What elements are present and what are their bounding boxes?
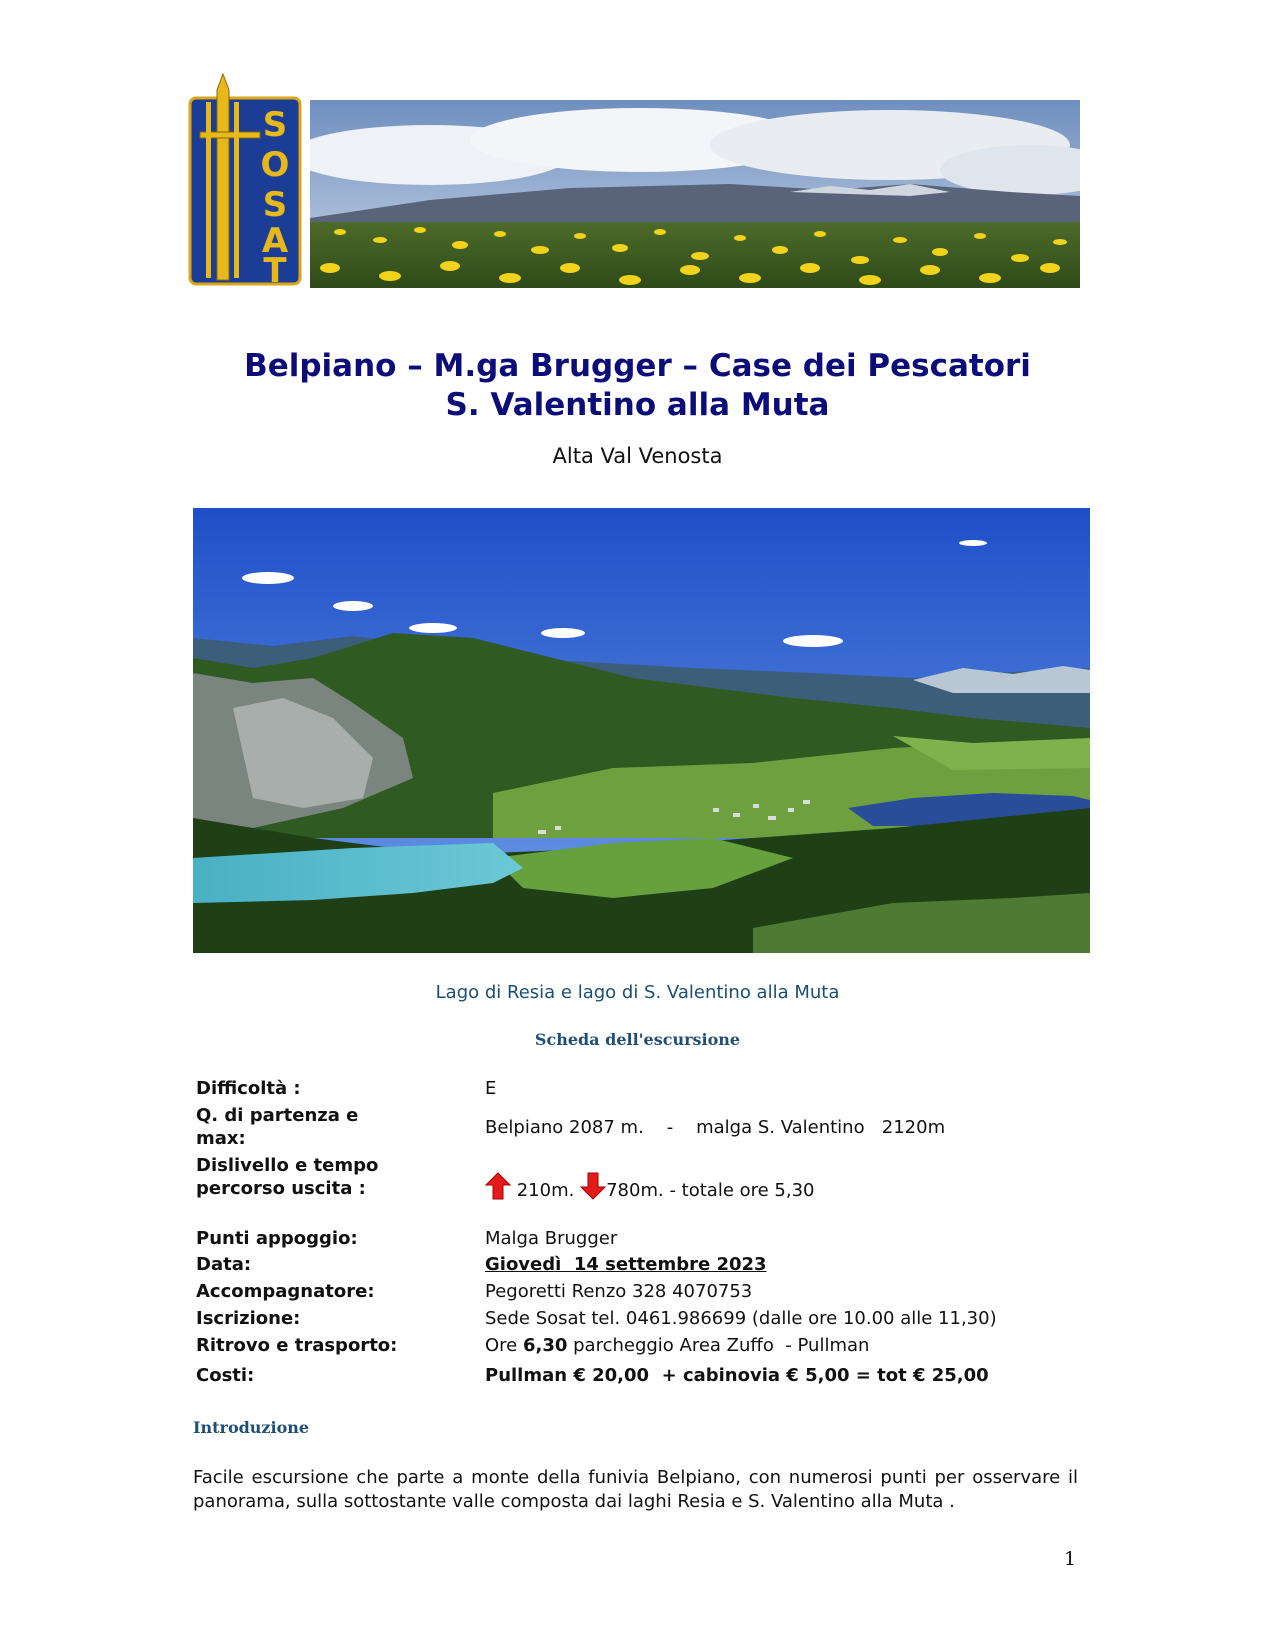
data-value: Giovedì 14 settembre 2023 <box>485 1254 767 1275</box>
ritrovo-label: Ritrovo e trasporto: <box>196 1335 398 1356</box>
ritrovo-post: parcheggio Area Zuffo - Pullman <box>567 1335 870 1356</box>
ritrovo-value <box>485 1334 869 1357</box>
quota-label-line1: Q. di partenza e <box>196 1105 359 1126</box>
costi-label: Costi: <box>196 1365 255 1386</box>
page-number: 1 <box>1064 1548 1077 1570</box>
accompagnatore-value: Pegoretti Renzo 328 4070753 <box>485 1281 753 1302</box>
arrow-up-icon <box>485 1172 511 1206</box>
difficolta-value: E <box>485 1078 497 1099</box>
svg-text:O: O <box>260 145 290 185</box>
dislivello-total: - totale ore 5,30 <box>663 1180 815 1201</box>
page-title-line1: Belpiano – M.ga Brugger – Case dei Pescatori <box>244 348 1031 384</box>
intro-heading: Introduzione <box>193 1418 310 1437</box>
arrow-down-icon <box>580 1172 606 1206</box>
valley-lakes-photo <box>193 508 1090 953</box>
dislivello-label-line1: Dislivello e tempo <box>196 1155 379 1176</box>
ritrovo-pre: Ore <box>485 1335 523 1356</box>
svg-text:A: A <box>261 221 289 261</box>
svg-text:S: S <box>262 185 288 225</box>
quota-value: Belpiano 2087 m. - malga S. Valentino 2120m <box>485 1117 946 1138</box>
ritrovo-time: 6,30 <box>522 1335 568 1356</box>
dislivello-up: 210m. <box>516 1180 575 1201</box>
quota-label-line2: max: <box>196 1128 246 1149</box>
difficolta-label: Difficoltà : <box>196 1078 301 1099</box>
costi-value: Pullman € 20,00 + cabinovia € 5,00 = tot € 25,00 <box>485 1365 989 1386</box>
data-label: Data: <box>196 1254 252 1275</box>
svg-text:T: T <box>263 251 287 288</box>
intro-text: Facile escursione che parte a monte della funivia Belpiano, con numerosi punti per osservare il panorama, sulla sottostante valle composta dai laghi Resia e S. Valentino alla Muta . <box>193 1467 1078 1512</box>
iscrizione-label: Iscrizione: <box>196 1308 301 1329</box>
page-subtitle: Alta Val Venosta <box>552 444 723 468</box>
sosat-logo <box>188 72 304 288</box>
dislivello-value <box>485 1172 815 1206</box>
appoggio-value: Malga Brugger <box>485 1228 618 1249</box>
photo-caption: Lago di Resia e lago di S. Valentino alla Muta <box>435 982 840 1003</box>
appoggio-label: Punti appoggio: <box>196 1228 358 1249</box>
accompagnatore-label: Accompagnatore: <box>196 1281 375 1302</box>
scheda-heading: Scheda dell'escursione <box>534 1030 741 1049</box>
svg-text:S: S <box>262 105 288 145</box>
header-banner-image <box>310 100 1080 288</box>
page-title-line2: S. Valentino alla Muta <box>445 387 830 423</box>
iscrizione-value: Sede Sosat tel. 0461.986699 (dalle ore 10.00 alle 11,30) <box>485 1308 997 1329</box>
dislivello-label-line2: percorso uscita : <box>196 1178 366 1199</box>
dislivello-down: 780m. <box>606 1180 664 1201</box>
